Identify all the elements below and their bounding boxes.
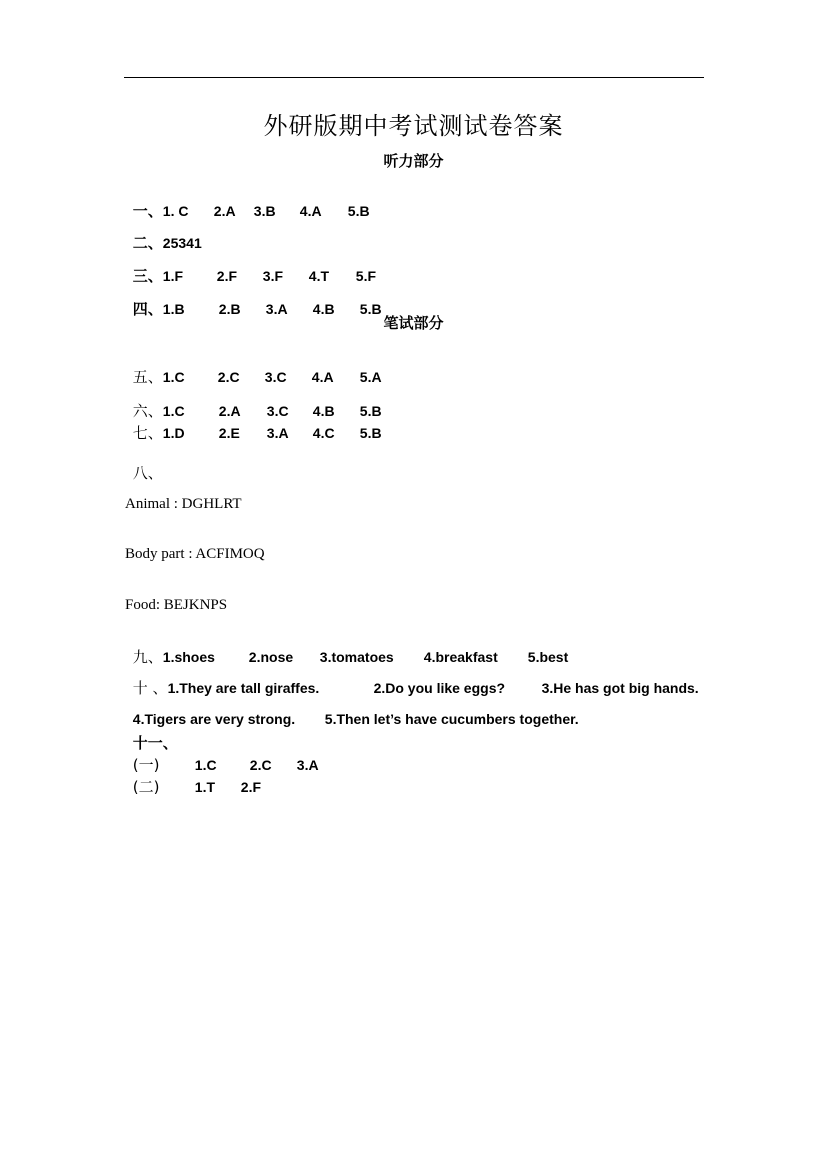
answer-item: 1.They are tall giraffes. <box>167 680 320 696</box>
answer-row-7: 七、1.D 2.E 3.A 4.C 5.B <box>132 424 382 442</box>
answer-row-2: 二、25341 <box>132 234 202 252</box>
answer-row-4: 四、1.B 2.B 3.A 4.B 5.B <box>132 300 382 318</box>
answer-item: 1.T <box>194 779 216 795</box>
answer-item: 2.Do you like eggs? <box>373 680 506 696</box>
answer-item: 2.A <box>218 403 241 419</box>
answer-row-11-label: 十一、 <box>132 734 178 752</box>
answer-item: 1. C <box>162 203 189 219</box>
answer-item: 4.B <box>312 403 335 419</box>
answer-row-10: 十 、1.They are tall giraffes. 2.Do you like eggs? 3.He has got big hands. <box>132 679 699 697</box>
listening-heading: 听力部分 <box>383 152 444 170</box>
answer-row-9: 九、1.shoes 2.nose 3.tomatoes 4.breakfast 5.best <box>132 648 569 666</box>
answer-item: 5.B <box>347 203 370 219</box>
answer-item: 4.Tigers are very strong. <box>132 711 296 727</box>
answer-item: 3.A <box>266 425 289 441</box>
page-title: 外研版期中考试测试卷答案 <box>263 112 564 140</box>
answer-row-6: 六、1.C 2.A 3.C 4.B 5.B <box>132 402 382 420</box>
answer-item: 5.B <box>359 403 382 419</box>
answer-item: 5.B <box>359 425 382 441</box>
answer-item: 2.A <box>213 203 236 219</box>
answer-item: 3.B <box>253 203 276 219</box>
answer-item: 3.C <box>264 369 287 385</box>
answer-item: 1.D <box>162 425 185 441</box>
answer-item: 4.C <box>312 425 335 441</box>
answer-item: 2.F <box>240 779 262 795</box>
answer-item: 4.A <box>299 203 322 219</box>
answer-item: 2.nose <box>248 649 294 665</box>
answer-row-5: 五、1.C 2.C 3.C 4.A 5.A <box>132 368 382 386</box>
answer-item: 5.best <box>527 649 569 665</box>
answer-item: 5.F <box>355 268 377 284</box>
answer-item: 2.E <box>218 425 240 441</box>
answer-item: 4.A <box>311 369 334 385</box>
answer-item: 4.T <box>308 268 330 284</box>
answer-item: 3.C <box>266 403 289 419</box>
answer-item: 2.F <box>216 268 238 284</box>
answer-item: 1.C <box>162 403 185 419</box>
answer-item: 5.A <box>359 369 382 385</box>
answer-row-1: 一、1. C 2.A 3.B 4.A 5.B <box>132 202 370 220</box>
answer-item: 25341 <box>162 235 202 251</box>
answer-item: 3.A <box>265 301 288 317</box>
answer-item: 2.C <box>217 369 240 385</box>
answer-item: 5.B <box>359 301 382 317</box>
answer-item: 4.breakfast <box>423 649 498 665</box>
header-rule <box>124 77 704 78</box>
answer-item: 5.Then let’s have cucumbers together. <box>324 711 579 727</box>
answer-item: 2.B <box>218 301 241 317</box>
food-answer: Food: BEJKNPS <box>125 597 228 613</box>
body-part-answer: Body part : ACFIMOQ <box>125 546 265 562</box>
answer-item: 1.F <box>162 268 184 284</box>
answer-row-11-part-1: (一) 1.C 2.C 3.A <box>132 756 319 774</box>
answer-item: 2.C <box>249 757 272 773</box>
answer-item: 3.tomatoes <box>319 649 394 665</box>
answer-row-10-continued <box>125 695 579 727</box>
answer-item: 1.C <box>162 369 185 385</box>
writing-heading: 笔试部分 <box>383 314 444 332</box>
answer-item: 1.C <box>194 757 217 773</box>
answer-item: 1.B <box>162 301 185 317</box>
answer-item: 4.B <box>312 301 335 317</box>
answer-row-3: 三、1.F 2.F 3.F 4.T 5.F <box>132 267 377 285</box>
answer-item: 3.F <box>262 268 284 284</box>
answer-row-8-label: 八、 <box>132 464 163 482</box>
answer-item: 3.He has got big hands. <box>541 680 699 696</box>
animal-answer: Animal : DGHLRT <box>125 496 242 512</box>
answer-item: 3.A <box>296 757 319 773</box>
answer-item: 1.shoes <box>162 649 215 665</box>
answer-row-11-part-2: (二) 1.T 2.F <box>132 778 262 796</box>
